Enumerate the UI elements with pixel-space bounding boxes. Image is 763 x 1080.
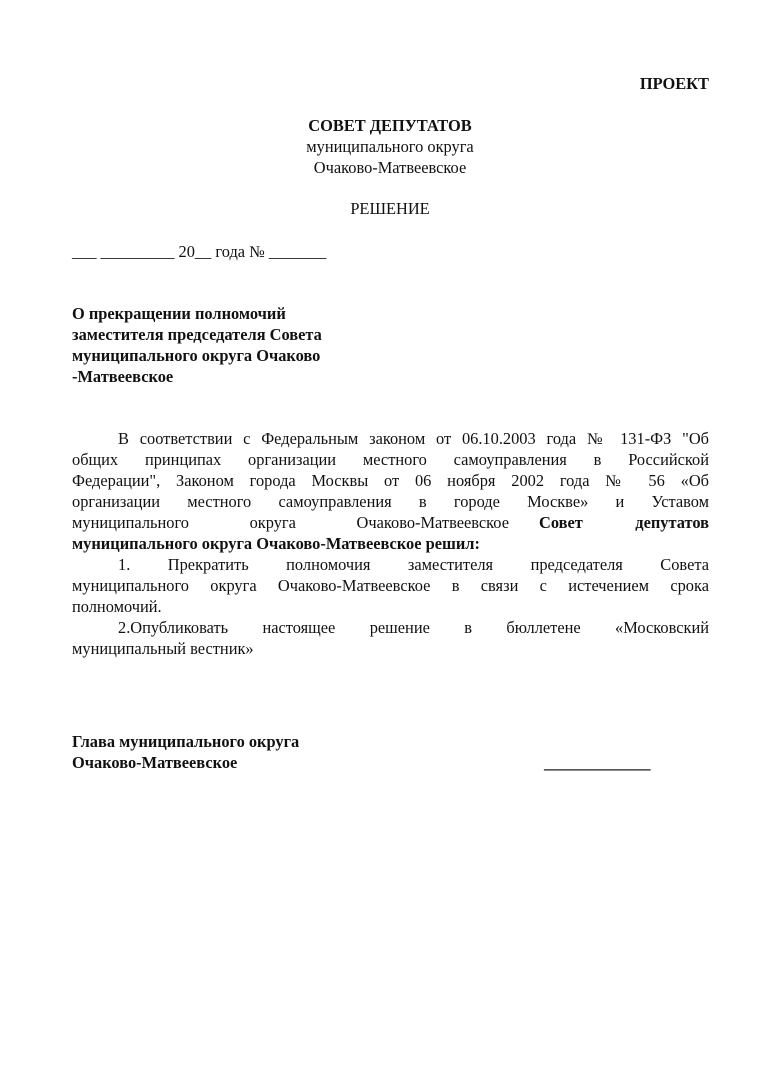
- preamble-line: общих принципах организации местного самоуправления в Российской: [72, 450, 709, 469]
- signature-title: [72, 731, 299, 773]
- preamble-line: организации местного самоуправления в городе Москве» и Уставом: [72, 492, 709, 511]
- document-header: [220, 115, 560, 178]
- item-line: полномочий.: [72, 597, 162, 616]
- signature-line: Глава муниципального округа: [72, 732, 300, 751]
- item-1: [72, 554, 709, 617]
- council-name: СОВЕТ ДЕПУТАТОВ: [308, 116, 472, 135]
- signature-line: Очаково-Матвеевское: [72, 753, 238, 772]
- title-line: муниципального округа Очаково: [72, 346, 321, 365]
- document-type: РЕШЕНИЕ: [350, 199, 430, 218]
- signature-blank: _____________: [544, 753, 651, 772]
- item-2: [72, 617, 709, 659]
- header-line-3: Очаково-Матвеевское: [313, 158, 467, 177]
- preamble-line: Федерации", Законом города Москвы от 06 ноября 2002 года № 56 «Об: [72, 471, 709, 490]
- header-line-2: муниципального округа: [306, 137, 474, 156]
- word: Очаково-Матвеевское: [356, 513, 509, 532]
- title-line: О прекращении полномочий: [72, 304, 286, 323]
- word: Совет: [539, 513, 583, 532]
- title-line: -Матвеевское: [72, 367, 174, 386]
- item-line: муниципального округа Очаково-Матвеевское в связи с истечением срока: [72, 576, 709, 595]
- preamble-resolution: муниципального округа Очаково-Матвеевское решил:: [72, 534, 480, 553]
- word: округа: [249, 513, 296, 532]
- title-line: заместителя председателя Совета: [72, 325, 322, 344]
- preamble-line-5: [72, 512, 709, 533]
- item-line: муниципальный вестник»: [72, 639, 254, 658]
- date-number-line: ___ _________ 20__ года № _______: [72, 242, 327, 261]
- draft-label: ПРОЕКТ: [639, 74, 709, 93]
- decision-title: [72, 303, 322, 387]
- item-line: 1. Прекратить полномочия заместителя председателя Совета: [118, 555, 709, 574]
- preamble-line: В соответствии с Федеральным законом от 06.10.2003 года № 131-ФЗ "Об: [118, 429, 709, 448]
- item-line: 2.Опубликовать настоящее решение в бюллетене «Московский: [118, 618, 709, 637]
- word: муниципального: [72, 513, 189, 532]
- word: депутатов: [635, 513, 709, 532]
- preamble-line-5-regular: [72, 512, 509, 533]
- preamble-line-5-bold: [539, 512, 709, 533]
- preamble: [72, 428, 709, 554]
